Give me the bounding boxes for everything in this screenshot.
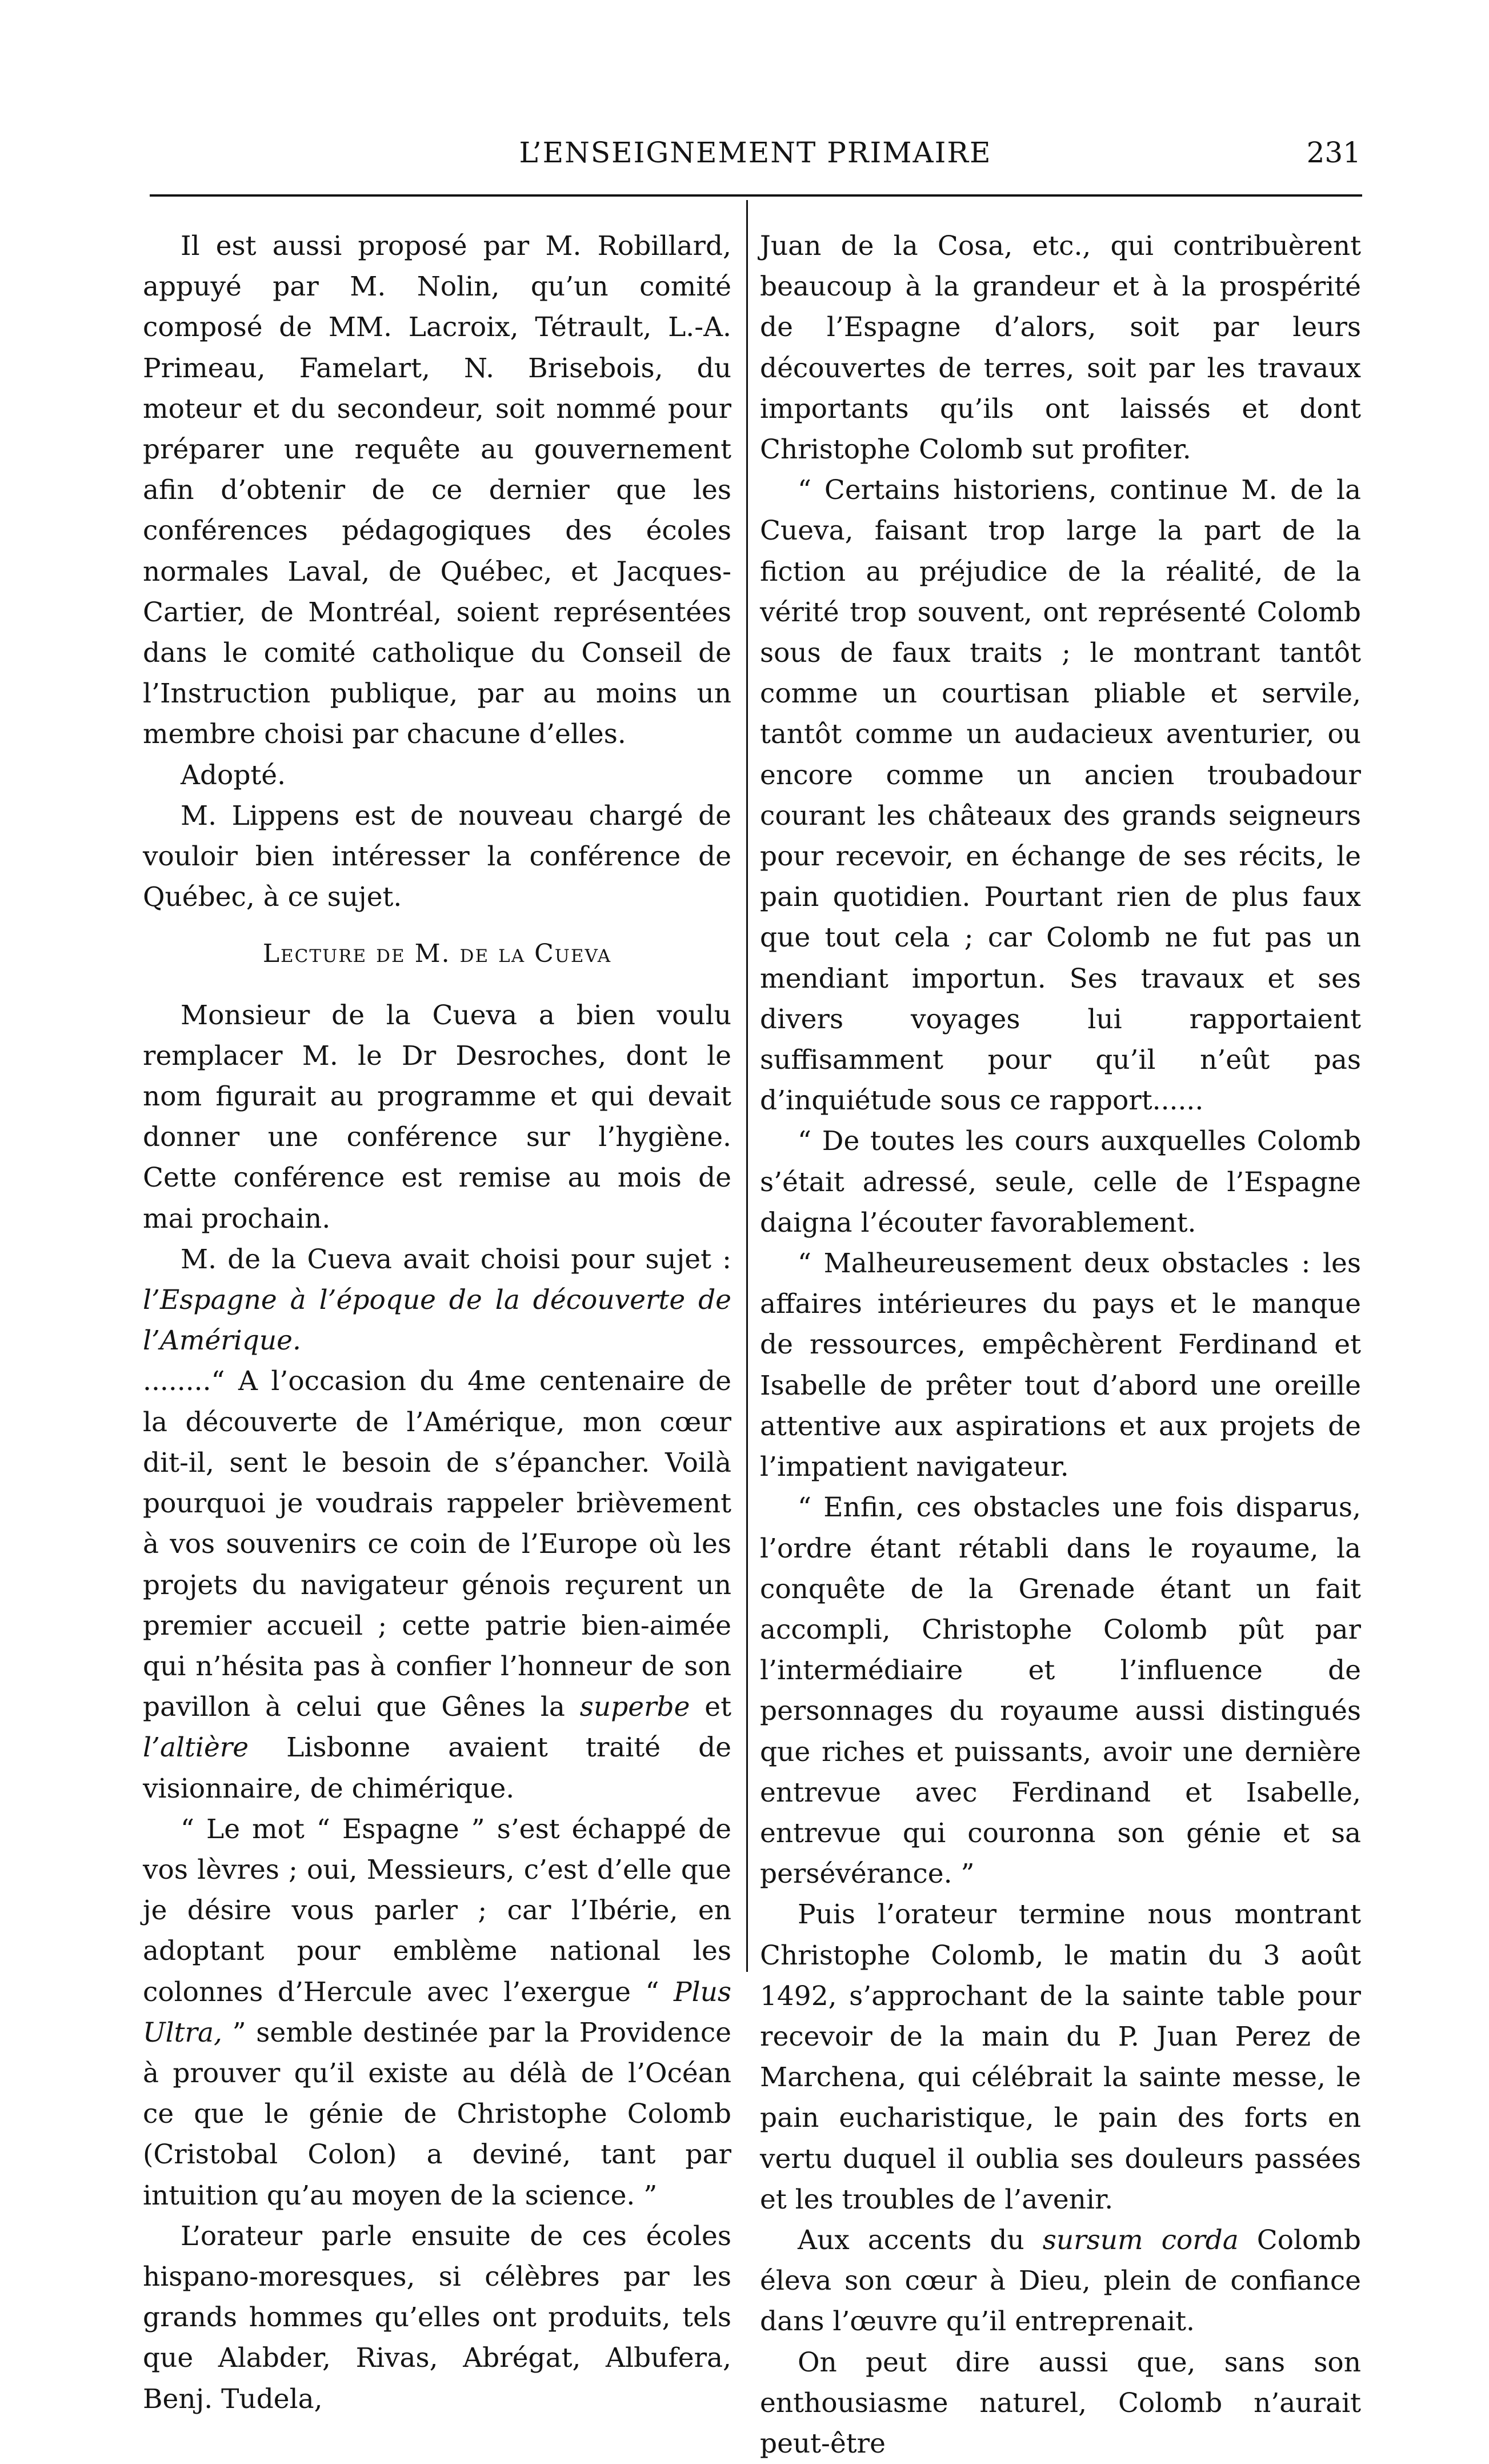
- centenary-italic-superbe: superbe: [579, 1691, 690, 1723]
- paragraph-lippens: M. Lippens est de nouveau chargé de vouloir bien intéresser la conférence de Québec, à ce sujet.: [143, 800, 731, 913]
- subject-intro: M. de la Cueva avait choisi pour sujet :: [181, 1243, 731, 1275]
- left-column: [143, 226, 731, 2419]
- espagne-italic-plus-ultra: Plus Ultra,: [143, 1976, 731, 2048]
- paragraph-enfin: “ Enfin, ces obstacles une fois disparus, l’ordre étant rétabli dans le royaume, la conquête de la Grenade étant un fait accompli, Christophe Colomb pût par l’intermédiaire et l’influence de personnages du royaume aussi distingués que riches et puissants, avoir une dernière entrevue avec Ferdinand et Isabelle, entrevue qui couronna son génie et sa persévérance. ”: [760, 1492, 1361, 1890]
- subject-title: l’Espagne à l’époque de la découverte de l’Amérique.: [143, 1284, 731, 1357]
- espagne-text-a: “ Le mot “ Espagne ” s’est échappé de vos lèvres ; oui, Messieurs, c’est d’elle que je désire vous parler ; car l’Ibérie, en adoptant pour emblème national les colonnes d’Hercule avec l’exergue “: [143, 1813, 731, 2008]
- right-column: [760, 226, 1361, 2464]
- paragraph-subject: [143, 1239, 731, 1361]
- paragraph-schools: L’orateur parle ensuite de ces écoles hispano-moresques, si célèbres par les grands hommes qu’elles ont produits, tels que Alabder, Rivas, Abrégat, Albufera, Benj. Tudela,: [143, 2220, 731, 2415]
- centenary-text-c: Lisbonne avaient traité de visionnaire, de chimérique.: [143, 1732, 731, 1804]
- centenary-text-a: ........“ A l’occasion du 4me centenaire de la découverte de l’Amérique, mon cœur dit-il, sent le besoin de s’épancher. Voilà pourquoi je voudrais rappeler brièvement à vos souvenirs ce coin de l’Europe où les projets du navigateur génois reçurent un premier accueil ; cette patrie bien-aimée qui n’hésita pas à confier l’honneur de son pavillon à celui que Gênes la: [143, 1365, 731, 1723]
- paragraph-conclusion: Puis l’orateur termine nous montrant Christophe Colomb, le matin du 3 août 1492, s’approchant de la sainte table pour recevoir de la main du P. Juan Perez de Marchena, qui célébrait la sainte messe, le pain eucharistique, le pain des forts en vertu duquel il oublia ses douleurs passées et les troubles de l’avenir.: [760, 1899, 1361, 2215]
- paragraph-committee-proposal: Il est aussi proposé par M. Robillard, appuyé par M. Nolin, qu’un comité composé de MM. Lacroix, Tétrault, L.-A. Primeau, Famelart, N. Brisebois, du moteur et du secondeur, soit nommé pour préparer une requête au gouvernement afin d’obtenir de ce dernier que les conférences pédagogiques des écoles normales Laval, de Québec, et Jacques-Cartier, de Montréal, soient représentées dans le comité catholique du Conseil de l’Instruction publique, par au moins un membre choisi par chacune d’elles.: [143, 230, 731, 750]
- section-heading: Lecture de M. de la Cueva: [262, 939, 612, 969]
- espagne-text-b: ” semble destinée par la Providence à prouver qu’il existe au délà de l’Océan ce que le génie de Christophe Colomb (Cristobal Colon) a deviné, tant par intuition qu’au moyen de la science. ”: [143, 2016, 731, 2211]
- sursum-italic: sursum corda: [1042, 2224, 1239, 2256]
- paragraph-adopted: Adopté.: [181, 759, 286, 791]
- paragraph-espagne: [143, 1809, 731, 2216]
- paragraph-juan-de-la-cosa: Juan de la Cosa, etc., qui contribuèrent beaucoup à la grandeur et à la prospérité de l’Espagne d’alors, soit par leurs découvertes de terres, soit par les travaux importants qu’ils ont laissés et dont Christophe Colomb sut profiter.: [760, 230, 1361, 466]
- centenary-italic-altiere: l’altière: [143, 1732, 249, 1764]
- page-number: 231: [1306, 136, 1361, 169]
- paragraph-courts: “ De toutes les cours auxquelles Colomb s’était adressé, seule, celle de l’Espagne daigna l’écouter favorablement.: [760, 1125, 1361, 1239]
- paragraph-enthousiasme: On peut dire aussi que, sans son enthousiasme naturel, Colomb n’aurait peut-être: [760, 2346, 1361, 2459]
- header-rule: [150, 194, 1362, 197]
- paragraph-obstacles: “ Malheureusement deux obstacles : les affaires intérieures du pays et le manque de ressources, empêchèrent Ferdinand et Isabelle de prêter tout d’abord une oreille attentive aux aspirations et aux projets de l’impatient navigateur.: [760, 1248, 1361, 1483]
- column-divider: [746, 200, 748, 1972]
- paragraph-historians: “ Certains historiens, continue M. de la Cueva, faisant trop large la part de la fiction au préjudice de la réalité, de la vérité trop souvent, ont représenté Colomb sous de faux traits ; le montrant tantôt comme un courtisan pliable et servile, tantôt comme un audacieux aventurier, ou encore comme un ancien troubadour courant les châteaux des grands seigneurs pour recevoir, en échange de ses récits, le pain quotidien. Pourtant rien de plus faux que tout cela ; car Colomb ne fut pas un mendiant importun. Ses travaux et ses divers voyages lui rapportaient suffisamment pour qu’il n’eût pas d’inquiétude sous ce rapport......: [760, 474, 1361, 1117]
- running-title: L’ENSEIGNEMENT PRIMAIRE: [519, 136, 992, 169]
- paragraph-sursum-corda: [760, 2220, 1361, 2342]
- sursum-text-a: Aux accents du: [798, 2224, 1043, 2256]
- paragraph-centenary: [143, 1361, 731, 1808]
- paragraph-replacement: Monsieur de la Cueva a bien voulu remplacer M. le Dr Desroches, dont le nom figurait au programme et qui devait donner une conférence sur l’hygiène. Cette conférence est remise au mois de mai prochain.: [143, 999, 731, 1235]
- page-header: [150, 136, 1361, 182]
- centenary-text-b: et: [690, 1691, 731, 1723]
- sursum-text-b: Colomb éleva son cœur à Dieu, plein de confiance dans l’œuvre qu’il entreprenait.: [760, 2224, 1362, 2338]
